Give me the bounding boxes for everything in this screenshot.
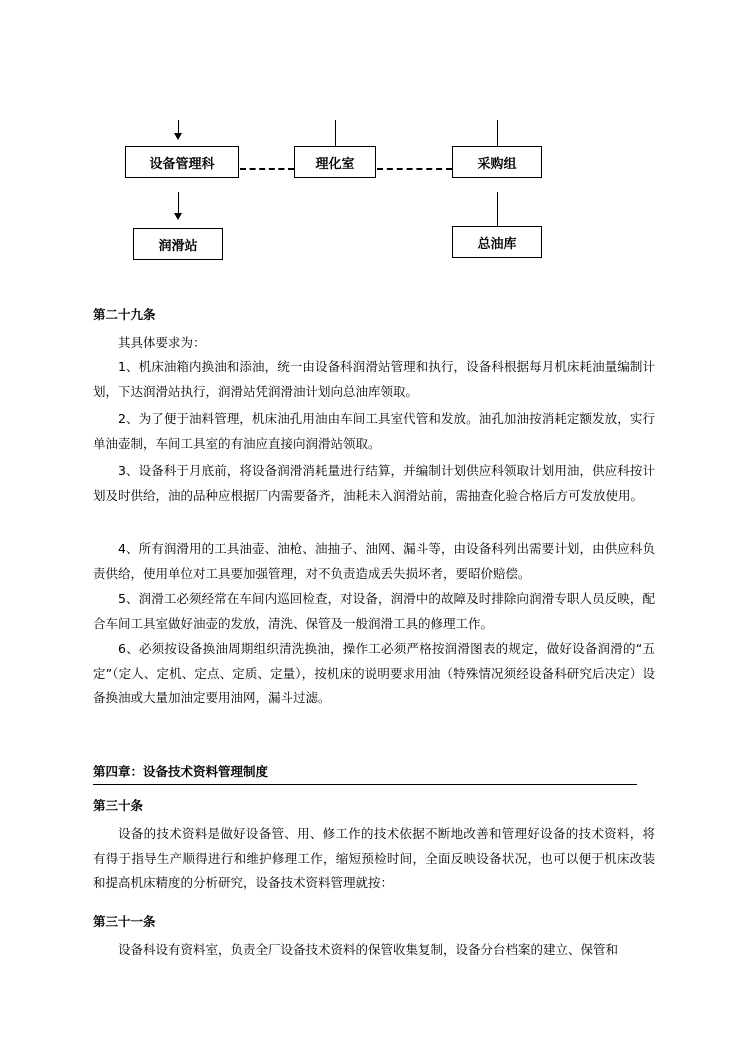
chapter-divider [93, 784, 637, 785]
article-29-item-4: 4、所有润滑用的工具油壶、油枪、油抽子、油网、漏斗等，由设备科列出需要计划，由供应科负责供给，使用单位对工具要加强管理，对不负责造成丢失损坏者，要昭价赔偿。 [93, 541, 655, 581]
box-equipment-dept: 设备管理科 [125, 146, 239, 178]
dashed-link-dept-lab [240, 168, 294, 170]
article-30-body: 设备的技术资料是做好设备管、用、修工作的技术依据不断地改善和管理好设备的技术资料，将有得于指导生产顺得进行和维护修理工作，缩短预检时间，全面反映设备状况，也可以便于机床改装和提高机床精度的分析研究，设备技术资料管理就按： [93, 826, 655, 890]
arrow-line-into-lubrication-station [178, 192, 179, 214]
line-into-purchasing [497, 120, 498, 146]
box-lubrication-station: 润滑站 [133, 228, 223, 260]
arrow-head-into-lubrication-station [174, 213, 182, 220]
box-purchasing: 采购组 [452, 146, 542, 178]
chapter-4-heading: 第四章：设备技术资料管理制度 [93, 764, 269, 779]
article-29-item-1: 1、机床油箱内换油和添油，统一由设备科润滑站管理和执行，设备科根据每月机床耗油量编制计划，下达润滑站执行，润滑站凭润滑油计划向总油库领取。 [93, 359, 655, 399]
article-31-body: 设备科设有资料室，负责全厂设备技术资料的保管收集复制，设备分台档案的建立、保管和 [118, 942, 619, 957]
arrow-head-into-equipment-dept [174, 133, 182, 140]
article-29-item-6: 6、必须按设备换油周期组织清洗换油，操作工必须严格按润滑图表的规定，做好设备润滑的“五定”（定人、定机、定点、定质、定量），按机床的说明要求用油（特殊情况须经设备科研究后决定）设备换油或大量加油定要用油网，漏斗过滤。 [93, 641, 655, 705]
box-oil-depot: 总油库 [452, 226, 542, 258]
line-into-lab [335, 120, 336, 146]
article-29-heading: 第二十九条 [93, 307, 156, 322]
article-29-item-2: 2、为了便于油料管理，机床油孔用油由车间工具室代管和发放。油孔加油按消耗定额发放，实行单油壶制，车间工具室的有油应直接向润滑站领取。 [93, 411, 655, 451]
article-31-heading: 第三十一条 [93, 914, 156, 929]
arrow-line-into-equipment-dept [178, 120, 179, 134]
article-29-item-5: 5、润滑工必须经常在车间内巡回检查，对设备，润滑中的故障及时排除向润滑专职人员反映，配合车间工具室做好油壶的发放，清洗、保管及一般润滑工具的修理工作。 [93, 591, 655, 631]
article-29-intro: 其具体要求为： [118, 335, 206, 350]
article-29-item-3: 3、设备科于月底前，将设备润滑消耗量进行结算，并编制计划供应科领取计划用油，供应科按计划及时供给，油的品种应根据厂内需要备齐，油耗未入润滑站前，需抽查化验合格后方可发放使用。 [93, 463, 655, 503]
dashed-link-lab-purchasing [377, 168, 452, 170]
box-lab: 理化室 [294, 146, 376, 178]
line-into-oil-depot [497, 192, 498, 226]
article-30-heading: 第三十条 [93, 798, 144, 813]
